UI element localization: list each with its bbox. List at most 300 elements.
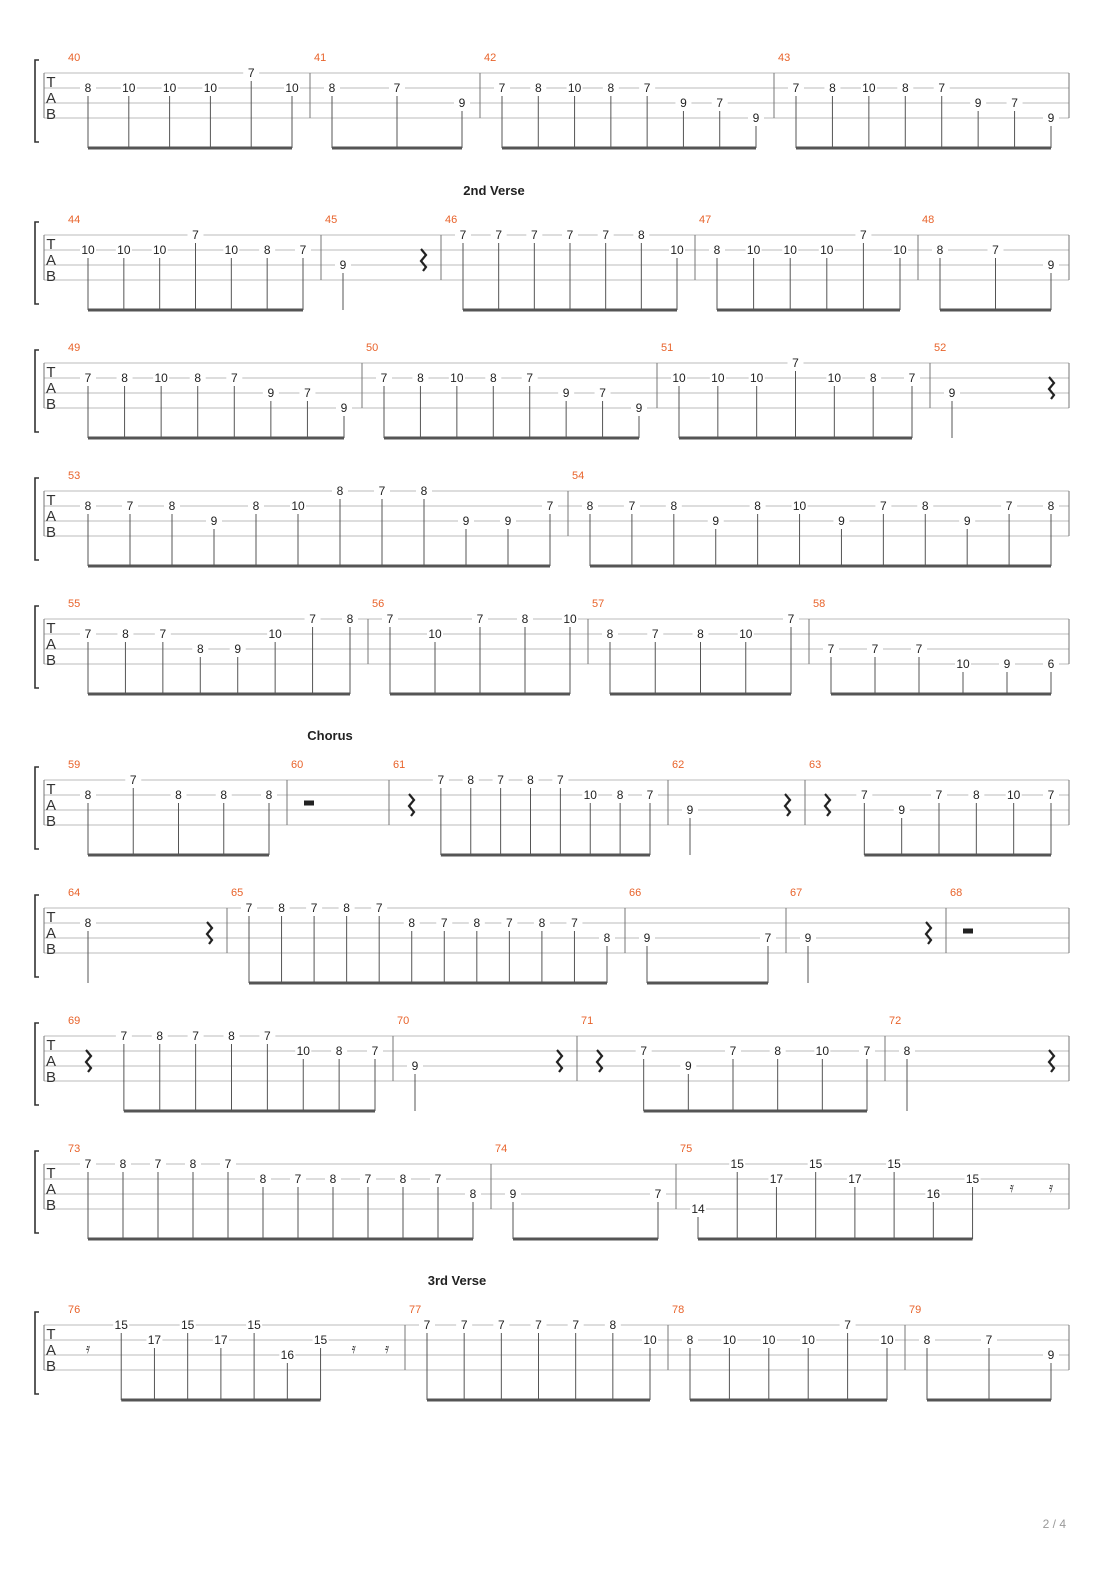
bar-number: 41 — [314, 52, 327, 64]
fret-number: 8 — [1047, 499, 1055, 513]
fret-number: 8 — [534, 81, 542, 95]
fret-number: 8 — [521, 612, 529, 626]
fret-number: 15 — [313, 1333, 328, 1347]
fret-number: 8 — [84, 916, 92, 930]
fret-number: 10 — [154, 371, 168, 385]
fret-number: 8 — [686, 1333, 694, 1347]
page-number: 2 / 4 — [1042, 1517, 1066, 1531]
quarter-rest — [207, 922, 212, 944]
tab-clef-letter: B — [45, 813, 57, 830]
staff-bracket — [35, 350, 39, 432]
sixteenth-rest: 𝄿 — [351, 1341, 356, 1357]
fret-number: 17 — [769, 1172, 784, 1186]
fret-number: 7 — [530, 228, 538, 242]
tab-clef-letter: T — [46, 620, 56, 637]
fret-number: 8 — [420, 484, 428, 498]
fret-number: 7 — [860, 788, 868, 802]
fret-number: 8 — [329, 1172, 337, 1186]
fret-number: 9 — [462, 514, 470, 528]
fret-number: 7 — [84, 371, 92, 385]
fret-number: 10 — [820, 243, 834, 257]
fret-number: 7 — [497, 773, 504, 787]
bar-number: 52 — [934, 342, 947, 354]
fret-number: 9 — [684, 1059, 692, 1073]
fret-number: 8 — [119, 1157, 127, 1171]
fret-number: 8 — [489, 371, 497, 385]
fret-number: 7 — [602, 228, 610, 242]
fret-number: 7 — [787, 612, 795, 626]
fret-number: 8 — [84, 788, 92, 802]
fret-number: 10 — [827, 371, 842, 385]
fret-number: 8 — [259, 1172, 267, 1186]
tab-clef-letter: T — [46, 236, 56, 253]
quarter-rest — [597, 1050, 602, 1072]
fret-number: 7 — [985, 1333, 993, 1347]
bar-number: 54 — [572, 470, 585, 482]
fret-number: 8 — [156, 1029, 164, 1043]
fret-number: 9 — [411, 1059, 419, 1073]
fret-number: 8 — [263, 243, 271, 257]
fret-number: 7 — [84, 627, 92, 641]
fret-number: 10 — [81, 243, 95, 257]
fret-number: 7 — [546, 499, 554, 513]
fret-number: 7 — [378, 484, 386, 498]
fret-number: 8 — [278, 901, 285, 915]
tab-clef-letter: A — [45, 925, 57, 942]
fret-number: 8 — [869, 371, 877, 385]
fret-number: 8 — [609, 1318, 617, 1332]
tab-clef-letter: B — [45, 268, 57, 285]
fret-number: 10 — [862, 81, 876, 95]
fret-number: 6 — [1047, 657, 1055, 671]
tab-clef-letter: A — [45, 90, 57, 107]
bar-number: 56 — [372, 598, 385, 610]
quarter-rest — [1049, 1050, 1054, 1072]
tab-clef-letter: A — [45, 380, 57, 397]
fret-number: 7 — [264, 1029, 271, 1043]
fret-number: 15 — [965, 1172, 980, 1186]
tab-clef-letter: B — [45, 106, 57, 123]
fret-number: 7 — [871, 642, 879, 656]
bar-number: 55 — [68, 598, 81, 610]
fret-number: 7 — [440, 916, 448, 930]
fret-number: 8 — [346, 612, 354, 626]
fret-number: 10 — [956, 657, 970, 671]
fret-number: 8 — [603, 931, 611, 945]
bar-number: 74 — [495, 1143, 508, 1155]
fret-number: 10 — [122, 81, 136, 95]
fret-number: 7 — [129, 773, 137, 787]
fret-number: 7 — [844, 1318, 851, 1332]
fret-number: 7 — [640, 1044, 648, 1058]
bar-number: 65 — [231, 887, 244, 899]
fret-number: 10 — [749, 371, 764, 385]
bar-number: 57 — [592, 598, 605, 610]
fret-number: 7 — [460, 1318, 468, 1332]
fret-number: 8 — [607, 81, 615, 95]
bar-number: 44 — [68, 214, 81, 226]
fret-number: 8 — [473, 916, 481, 930]
fret-number: 7 — [557, 773, 564, 787]
fret-number: 7 — [434, 1172, 442, 1186]
fret-number: 10 — [567, 81, 582, 95]
fret-number: 9 — [752, 111, 760, 125]
fret-number: 7 — [154, 1157, 162, 1171]
fret-number: 9 — [339, 258, 347, 272]
fret-number: 10 — [711, 371, 725, 385]
fret-number: 8 — [336, 484, 344, 498]
bar-number: 50 — [366, 342, 379, 354]
bar-number: 64 — [68, 887, 81, 899]
staff-bracket — [35, 1151, 39, 1233]
fret-number: 9 — [804, 931, 812, 945]
fret-number: 10 — [152, 243, 167, 257]
fret-number: 7 — [247, 66, 255, 80]
fret-number: 7 — [380, 371, 388, 385]
tab-clef-letter: A — [45, 636, 57, 653]
fret-number: 7 — [860, 228, 867, 242]
fret-number: 7 — [729, 1044, 737, 1058]
fret-number: 8 — [265, 788, 273, 802]
fret-number: 8 — [901, 81, 909, 95]
fret-number: 8 — [586, 499, 594, 513]
fret-number: 9 — [210, 514, 218, 528]
fret-number: 15 — [808, 1157, 823, 1171]
fret-number: 8 — [121, 371, 128, 385]
fret-number: 8 — [923, 1333, 931, 1347]
tab-clef-letter: A — [45, 797, 57, 814]
fret-number: 7 — [299, 243, 307, 257]
fret-number: 8 — [335, 1044, 343, 1058]
fret-number: 17 — [147, 1333, 162, 1347]
fret-number: 9 — [712, 514, 720, 528]
tab-clef-letter: T — [46, 1165, 56, 1182]
fret-number: 7 — [386, 612, 394, 626]
fret-number: 7 — [230, 371, 238, 385]
fret-number: 15 — [180, 1318, 195, 1332]
bar-number: 79 — [909, 1304, 922, 1316]
fret-number: 9 — [504, 514, 512, 528]
fret-number: 8 — [774, 1044, 782, 1058]
bar-number: 62 — [672, 759, 685, 771]
fret-number: 10 — [643, 1333, 657, 1347]
fret-number: 14 — [691, 1202, 705, 1216]
fret-number: 7 — [654, 1187, 662, 1201]
fret-number: 8 — [713, 243, 721, 257]
fret-number: 10 — [801, 1333, 815, 1347]
fret-number: 8 — [122, 627, 129, 641]
tab-clef-letter: T — [46, 492, 56, 509]
fret-number: 8 — [196, 642, 204, 656]
bar-number: 60 — [291, 759, 304, 771]
bar-number: 51 — [661, 342, 674, 354]
fret-number: 8 — [637, 228, 645, 242]
bar-number: 77 — [409, 1304, 422, 1316]
fret-number: 7 — [393, 81, 401, 95]
fret-number: 8 — [189, 1157, 197, 1171]
fret-number: 10 — [783, 243, 797, 257]
bar-number: 42 — [484, 52, 497, 64]
tab-clef-letter: B — [45, 1197, 57, 1214]
fret-number: 7 — [643, 81, 651, 95]
tab-clef-letter: T — [46, 74, 56, 91]
bar-number: 76 — [68, 1304, 81, 1316]
fret-number: 16 — [280, 1348, 295, 1362]
fret-number: 10 — [746, 243, 761, 257]
bar-number: 61 — [393, 759, 406, 771]
fret-number: 10 — [563, 612, 577, 626]
fret-number: 8 — [417, 371, 424, 385]
fret-number: 8 — [670, 499, 678, 513]
sixteenth-rest: 𝄿 — [1009, 1180, 1014, 1196]
bar-number: 47 — [699, 214, 712, 226]
fret-number: 7 — [863, 1044, 871, 1058]
fret-number: 7 — [375, 901, 383, 915]
fret-number: 7 — [716, 96, 724, 110]
fret-number: 7 — [309, 612, 316, 626]
fret-number: 8 — [194, 371, 202, 385]
tab-clef-letter: B — [45, 1358, 57, 1375]
fret-number: 9 — [234, 642, 242, 656]
fret-number: 7 — [566, 228, 574, 242]
bar-number: 72 — [889, 1015, 902, 1027]
staff-bracket — [35, 1312, 39, 1394]
fret-number: 10 — [428, 627, 442, 641]
fret-number: 9 — [1047, 1348, 1055, 1362]
tab-clef-letter: A — [45, 508, 57, 525]
fret-number: 9 — [898, 803, 906, 817]
tab-clef-letter: A — [45, 252, 57, 269]
bar-number: 67 — [790, 887, 803, 899]
fret-number: 7 — [310, 901, 318, 915]
half-rest — [304, 801, 314, 806]
fret-number: 10 — [670, 243, 684, 257]
fret-number: 10 — [722, 1333, 737, 1347]
section-title: 2nd Verse — [463, 183, 525, 198]
fret-number: 8 — [754, 499, 761, 513]
quarter-rest — [926, 922, 931, 944]
fret-number: 7 — [506, 916, 513, 930]
fret-number: 7 — [526, 371, 534, 385]
bar-number: 49 — [68, 342, 81, 354]
bar-number: 71 — [581, 1015, 594, 1027]
fret-number: 9 — [686, 803, 694, 817]
fret-number: 7 — [126, 499, 134, 513]
bar-number: 58 — [813, 598, 826, 610]
fret-number: 8 — [829, 81, 836, 95]
bar-number: 45 — [325, 214, 338, 226]
section-title: Chorus — [307, 728, 353, 743]
fret-number: 8 — [467, 773, 475, 787]
fret-number: 7 — [938, 81, 946, 95]
quarter-rest — [421, 249, 426, 271]
fret-number: 10 — [739, 627, 753, 641]
fret-number: 7 — [628, 499, 636, 513]
fret-number: 10 — [450, 371, 464, 385]
staff-bracket — [35, 478, 39, 560]
fret-number: 10 — [792, 499, 807, 513]
fret-number: 7 — [915, 642, 923, 656]
bar-number: 59 — [68, 759, 81, 771]
tab-clef-letter: A — [45, 1181, 57, 1198]
fret-number: 10 — [815, 1044, 830, 1058]
fret-number: 8 — [936, 243, 944, 257]
half-rest — [963, 929, 973, 934]
tab-clef-letter: B — [45, 941, 57, 958]
fret-number: 8 — [408, 916, 416, 930]
fret-number: 7 — [646, 788, 654, 802]
section-title: 3rd Verse — [427, 1273, 487, 1288]
fret-number: 9 — [1047, 111, 1055, 125]
fret-number: 8 — [168, 499, 176, 513]
fret-number: 8 — [903, 1044, 911, 1058]
fret-number: 8 — [606, 627, 614, 641]
fret-number: 7 — [294, 1172, 302, 1186]
bar-number: 63 — [809, 759, 822, 771]
fret-number: 7 — [572, 1318, 580, 1332]
fret-number: 7 — [651, 627, 659, 641]
fret-number: 10 — [268, 627, 282, 641]
fret-number: 7 — [371, 1044, 379, 1058]
fret-number: 10 — [880, 1333, 894, 1347]
fret-number: 10 — [583, 788, 597, 802]
fret-number: 17 — [848, 1172, 862, 1186]
fret-number: 7 — [84, 1157, 92, 1171]
fret-number: 9 — [643, 931, 651, 945]
fret-number: 7 — [459, 228, 467, 242]
fret-number: 7 — [992, 243, 999, 257]
quarter-rest — [86, 1050, 91, 1072]
fret-number: 10 — [762, 1333, 776, 1347]
fret-number: 9 — [1047, 258, 1055, 272]
fret-number: 7 — [245, 901, 253, 915]
fret-number: 9 — [1003, 657, 1011, 671]
fret-number: 7 — [535, 1318, 542, 1332]
staff-bracket — [35, 895, 39, 977]
fret-number: 15 — [247, 1318, 261, 1332]
fret-number: 8 — [921, 499, 929, 513]
fret-number: 7 — [1011, 96, 1018, 110]
fret-number: 9 — [948, 386, 956, 400]
fret-number: 10 — [893, 243, 907, 257]
fret-number: 7 — [224, 1157, 232, 1171]
fret-number: 7 — [423, 1318, 431, 1332]
fret-number: 8 — [469, 1187, 477, 1201]
fret-number: 8 — [84, 81, 92, 95]
tab-clef-letter: T — [46, 781, 56, 798]
sixteenth-rest: 𝄿 — [1048, 1180, 1054, 1196]
fret-number: 10 — [285, 81, 299, 95]
fret-number: 7 — [571, 916, 578, 930]
fret-number: 8 — [399, 1172, 407, 1186]
fret-number: 7 — [1005, 499, 1013, 513]
fret-number: 7 — [599, 386, 606, 400]
bar-number: 43 — [778, 52, 791, 64]
staff-bracket — [35, 222, 39, 304]
bar-number: 68 — [950, 887, 963, 899]
fret-number: 10 — [117, 243, 131, 257]
fret-number: 10 — [672, 371, 686, 385]
fret-number: 7 — [827, 642, 835, 656]
fret-number: 10 — [162, 81, 177, 95]
quarter-rest — [825, 794, 830, 816]
fret-number: 17 — [214, 1333, 228, 1347]
fret-number: 7 — [497, 1318, 505, 1332]
bar-number: 40 — [68, 52, 81, 64]
fret-number: 10 — [1006, 788, 1021, 802]
fret-number: 8 — [175, 788, 182, 802]
quarter-rest — [557, 1050, 562, 1072]
bar-number: 66 — [629, 887, 642, 899]
quarter-rest — [409, 794, 414, 816]
fret-number: 10 — [291, 499, 305, 513]
fret-number: 8 — [84, 499, 92, 513]
fret-number: 15 — [114, 1318, 128, 1332]
fret-number: 9 — [974, 96, 982, 110]
fret-number: 15 — [730, 1157, 744, 1171]
bar-number: 78 — [672, 1304, 685, 1316]
tab-clef-letter: B — [45, 524, 57, 541]
tab-clef-letter: B — [45, 652, 57, 669]
tab-clef-letter: T — [46, 364, 56, 381]
fret-number: 9 — [963, 514, 971, 528]
fret-number: 7 — [880, 499, 887, 513]
staff-bracket — [35, 606, 39, 688]
fret-number: 10 — [296, 1044, 310, 1058]
tab-clef-letter: B — [45, 396, 57, 413]
fret-number: 7 — [192, 1029, 199, 1043]
fret-number: 8 — [252, 499, 260, 513]
staff-bracket — [35, 1023, 39, 1105]
fret-number: 7 — [792, 356, 799, 370]
fret-number: 9 — [458, 96, 466, 110]
fret-number: 8 — [697, 627, 704, 641]
bar-number: 46 — [445, 214, 458, 226]
fret-number: 7 — [304, 386, 311, 400]
bar-number: 48 — [922, 214, 935, 226]
fret-number: 7 — [192, 228, 199, 242]
fret-number: 9 — [562, 386, 570, 400]
fret-number: 7 — [935, 788, 943, 802]
fret-number: 10 — [203, 81, 218, 95]
fret-number: 8 — [220, 788, 228, 802]
fret-number: 7 — [764, 931, 772, 945]
fret-number: 9 — [509, 1187, 517, 1201]
fret-number: 15 — [887, 1157, 901, 1171]
fret-number: 8 — [616, 788, 624, 802]
sixteenth-rest: 𝄿 — [384, 1341, 390, 1357]
fret-number: 9 — [267, 386, 275, 400]
quarter-rest — [1049, 377, 1054, 399]
fret-number: 7 — [1047, 788, 1055, 802]
quarter-rest — [785, 794, 790, 816]
fret-number: 7 — [495, 228, 503, 242]
fret-number: 8 — [328, 81, 336, 95]
staff-bracket — [35, 767, 39, 849]
fret-number: 7 — [437, 773, 445, 787]
fret-number: 10 — [224, 243, 239, 257]
bar-number: 70 — [397, 1015, 410, 1027]
fret-number: 7 — [120, 1029, 128, 1043]
bar-number: 69 — [68, 1015, 81, 1027]
tab-clef-letter: T — [46, 909, 56, 926]
fret-number: 8 — [228, 1029, 235, 1043]
tab-clef-letter: A — [45, 1342, 57, 1359]
fret-number: 7 — [476, 612, 484, 626]
tab-clef-letter: B — [45, 1069, 57, 1086]
tab-clef-letter: T — [46, 1037, 56, 1054]
fret-number: 8 — [343, 901, 350, 915]
